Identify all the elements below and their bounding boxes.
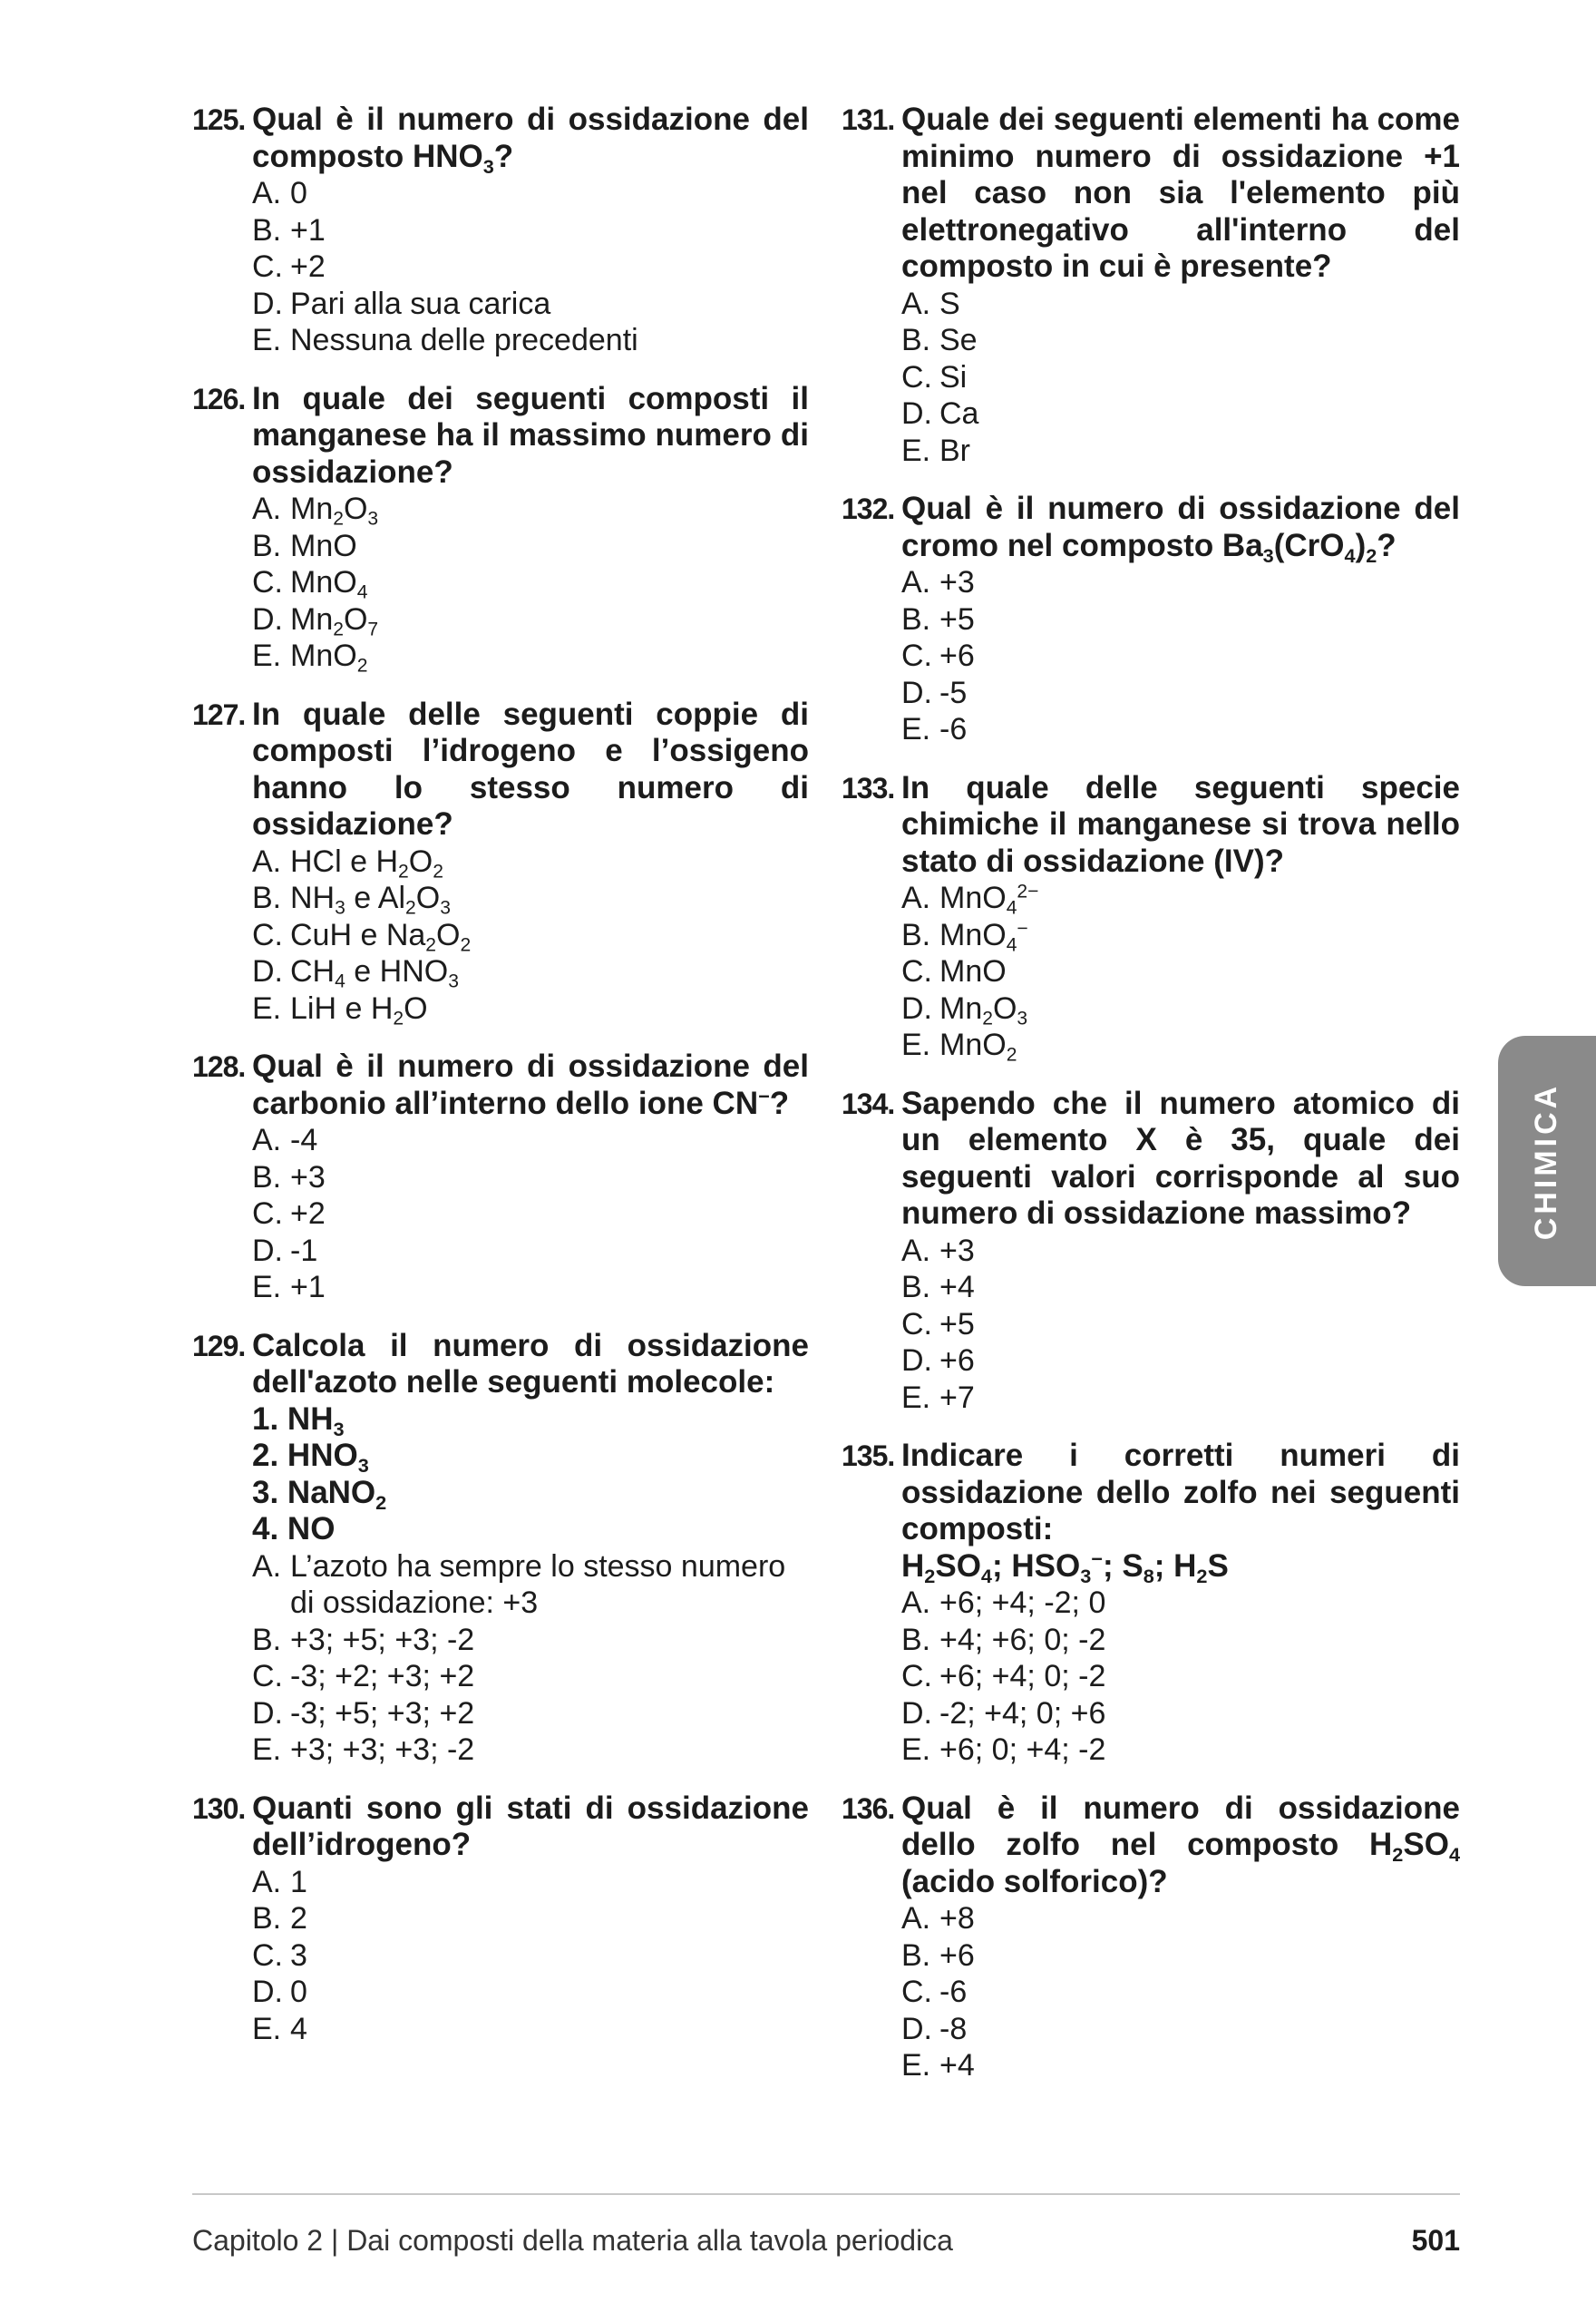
answer-option [901, 322, 1460, 359]
option-letter: A. [252, 1864, 282, 1899]
question-text: In quale dei seguenti composti il manganese ha il massimo numero di ossidazione? [252, 380, 809, 490]
option-text: $NH_3$ e $Al_2O_3$ [290, 881, 451, 919]
option-letter: B. [901, 1270, 931, 1304]
option-text: +4 [939, 1270, 975, 1304]
option-text: +6 [939, 639, 975, 673]
answer-option [901, 601, 1460, 639]
option-text: Pari alla sua carica [290, 286, 551, 321]
option-letter: B. [901, 1622, 931, 1657]
option-letter: A. [901, 881, 931, 915]
compound-item: 1. $NH_3$ [252, 1400, 345, 1440]
option-text: CuH e $Na_2O_2$ [290, 917, 472, 956]
option-text: +3 [939, 565, 975, 600]
answer-option [252, 1122, 809, 1159]
option-text: +5 [939, 1306, 975, 1341]
answer-option [252, 880, 809, 917]
option-text: +6 [939, 1343, 975, 1378]
option-text: Nessuna delle precedenti [290, 323, 638, 357]
option-letter: E. [252, 2011, 282, 2046]
option-letter: D. [901, 1695, 932, 1731]
footer-chapter-title: Capitolo 2 | Dai composti della materia alla tavola periodica [192, 2224, 953, 2257]
right-column [842, 102, 1460, 2106]
option-letter: B. [901, 323, 931, 357]
option-letter: C. [901, 639, 932, 673]
answer-option [252, 1269, 809, 1306]
option-text: Ca [939, 396, 979, 431]
option-text: S [939, 286, 960, 321]
answer-option [901, 395, 1460, 433]
option-letter: A. [252, 492, 282, 526]
option-letter: D. [252, 1695, 283, 1731]
option-text: Se [939, 323, 978, 357]
answer-option [901, 1900, 1460, 1937]
option-text: HCl e $H_2O_2$ [290, 844, 443, 883]
answer-options [901, 880, 1460, 1064]
option-letter: E. [901, 433, 931, 468]
answer-option [252, 249, 809, 286]
answer-options [252, 844, 809, 1028]
answer-option [252, 1658, 809, 1695]
question-block [842, 102, 1460, 469]
question-number: 134. [842, 1087, 895, 1120]
option-text: +6; +4; -2; 0 [939, 1585, 1106, 1620]
answer-option [901, 880, 1460, 917]
question-text: Sapendo che il numero atomico di un elemento X è 35, quale dei seguenti valori corrisponde al suo numero di ossidazione massimo? [901, 1085, 1460, 1231]
answer-option [252, 2011, 809, 2048]
answer-option [252, 917, 809, 954]
option-text: -1 [290, 1233, 318, 1268]
answer-option [901, 711, 1460, 748]
answer-option [901, 2011, 1460, 2048]
option-text: +4 [939, 2048, 975, 2083]
option-letter: C. [901, 954, 932, 989]
answer-option [901, 953, 1460, 990]
option-letter: B. [901, 601, 931, 637]
option-letter: A. [901, 286, 931, 321]
option-letter: E. [252, 990, 282, 1026]
question-number: 131. [842, 103, 895, 136]
answer-option [252, 1695, 809, 1732]
option-letter: D. [252, 601, 283, 637]
option-letter: D. [252, 1975, 283, 2009]
question-number: 128. [192, 1050, 246, 1083]
question-text: Qual è il numero di ossidazione dello zolfo nel composto $H_2SO_4$ (acido solforico)? [901, 1790, 1460, 1899]
compound-item: 4. NO [252, 1511, 336, 1546]
answer-option [252, 601, 809, 639]
option-text: MnO [290, 528, 357, 563]
option-text: -6 [939, 712, 968, 746]
option-text: +1 [290, 212, 326, 248]
option-letter: E. [901, 1380, 931, 1415]
question-block [842, 770, 1460, 1064]
answer-option [901, 1342, 1460, 1380]
answer-option [901, 1974, 1460, 2011]
answer-option [252, 1732, 809, 1769]
question-text: Indicare i corretti numeri di ossidazione dello zolfo nei seguenti composti: [901, 1438, 1460, 1546]
answer-option [901, 359, 1460, 396]
option-text: +6 [939, 1937, 975, 1973]
answer-options [901, 1233, 1460, 1417]
answer-options [901, 1900, 1460, 2084]
compound-item: $H_2SO_4$; $HSO_3^-$; $S_8$; $H_2S$ [901, 1546, 1229, 1587]
question-text: Qual è il numero di ossidazione del composto $HNO_3$? [252, 102, 809, 178]
option-letter: E. [901, 2048, 931, 2083]
section-tab [1498, 1036, 1596, 1286]
option-text: +8 [939, 1901, 975, 1936]
option-letter: C. [901, 1306, 932, 1341]
question-block [842, 1086, 1460, 1417]
option-letter: D. [901, 990, 932, 1026]
answer-option [252, 1233, 809, 1270]
answer-option [252, 1974, 809, 2011]
option-text: MnO$_4$ [290, 565, 368, 603]
answer-option [901, 1306, 1460, 1343]
question-block [192, 1049, 809, 1306]
option-letter: C. [901, 359, 932, 395]
option-letter: A. [901, 1233, 931, 1268]
option-text: 0 [290, 176, 307, 210]
answer-option [252, 1864, 809, 1901]
option-letter: C. [252, 917, 283, 952]
answer-option [252, 491, 809, 528]
option-text: +7 [939, 1380, 975, 1415]
compound-item: 3. NaNO$_2$ [252, 1474, 387, 1514]
option-letter: C. [252, 249, 283, 284]
answer-option [901, 1380, 1460, 1417]
answer-option [252, 1622, 809, 1659]
answer-option [252, 286, 809, 323]
option-text: $Mn_2O_7$ [290, 601, 379, 640]
answer-option [252, 1159, 809, 1196]
question-number: 130. [192, 1791, 246, 1825]
option-letter: B. [901, 1937, 931, 1973]
option-text: +6; +4; 0; -2 [939, 1659, 1106, 1693]
option-text: +3 [290, 1159, 326, 1195]
option-text: L’azoto ha sempre lo stesso numero di ossidazione: +3 [290, 1548, 786, 1620]
option-letter: A. [252, 1548, 282, 1584]
option-letter: E. [252, 1270, 282, 1304]
answer-options [252, 1548, 809, 1769]
option-text: MnO$_4^{2-}$ [939, 881, 1039, 919]
option-text: -3; +5; +3; +2 [290, 1695, 475, 1731]
answer-option [252, 844, 809, 881]
option-text: -8 [939, 2011, 968, 2046]
option-letter: B. [252, 881, 282, 915]
answer-options [252, 175, 809, 359]
option-letter: C. [252, 565, 283, 600]
option-text: MnO$_4$− [939, 917, 1028, 956]
compound-list [901, 1548, 1460, 1585]
answer-options [252, 491, 809, 675]
answer-options [252, 1864, 809, 2048]
compound-item: 2. $HNO_3$ [252, 1438, 369, 1477]
answer-option [901, 286, 1460, 323]
question-number: 135. [842, 1439, 895, 1472]
question-number: 127. [192, 698, 246, 731]
option-text: 3 [290, 1937, 307, 1973]
option-text: +2 [290, 1196, 326, 1231]
section-tab-label: CHIMICA [1529, 1082, 1564, 1240]
option-letter: C. [901, 1659, 932, 1693]
option-text: MnO$_2$ [939, 1028, 1017, 1066]
answer-option [252, 322, 809, 359]
question-number: 136. [842, 1791, 895, 1825]
option-letter: B. [252, 1901, 282, 1936]
answer-option [252, 1195, 809, 1233]
question-text: In quale delle seguenti coppie di composti l’idrogeno e l’ossigeno hanno lo stesso numero di ossidazione? [252, 696, 809, 842]
option-text: +4; +6; 0; -2 [939, 1622, 1106, 1657]
option-letter: E. [252, 1732, 282, 1767]
question-block [842, 1438, 1460, 1769]
option-letter: B. [252, 528, 282, 563]
option-text: +3; +3; +3; -2 [290, 1732, 475, 1767]
option-letter: A. [901, 1901, 931, 1936]
answer-option [901, 917, 1460, 954]
answer-option [252, 1900, 809, 1937]
left-column [192, 102, 809, 2069]
answer-options [901, 1585, 1460, 1769]
question-number: 125. [192, 103, 246, 136]
answer-option [901, 638, 1460, 675]
option-letter: E. [901, 1732, 931, 1767]
question-block [842, 491, 1460, 748]
answer-option [252, 212, 809, 249]
option-text: Br [939, 433, 970, 468]
option-letter: B. [252, 1622, 282, 1657]
option-letter: A. [252, 844, 282, 879]
question-block [192, 1790, 809, 2048]
question-text: Quale dei seguenti elementi ha come minimo numero di ossidazione +1 nel caso non sia l'elemento più elettronegativo all'interno del composto in cui è presente? [901, 102, 1460, 284]
answer-option [901, 1658, 1460, 1695]
question-text: Qual è il numero di ossidazione del cromo nel composto $Ba_3(CrO_4)_2$? [901, 491, 1460, 567]
option-text: LiH e $H_2O$ [290, 990, 428, 1029]
option-text: MnO$_2$ [290, 639, 368, 677]
option-letter: B. [252, 212, 282, 248]
question-text: Qual è il numero di ossidazione del carbonio all’interno dello ione CN−? [252, 1049, 809, 1121]
option-text: 1 [290, 1864, 307, 1899]
answer-option [901, 2047, 1460, 2084]
answer-options [901, 564, 1460, 748]
answer-option [252, 528, 809, 565]
answer-option [252, 564, 809, 601]
answer-option [901, 675, 1460, 712]
answer-option [901, 1585, 1460, 1622]
option-letter: D. [901, 675, 932, 710]
option-letter: A. [252, 176, 282, 210]
option-letter: A. [901, 1585, 931, 1620]
option-letter: C. [252, 1659, 283, 1693]
option-text: -4 [290, 1123, 318, 1157]
option-text: Si [939, 359, 968, 395]
answer-option [901, 1269, 1460, 1306]
question-text: In quale delle seguenti specie chimiche il manganese si trova nello stato di ossidazione (IV)? [901, 769, 1460, 879]
option-text: $CH_4$ e $HNO_3$ [290, 954, 459, 992]
option-text: 0 [290, 1975, 307, 2009]
option-letter: D. [901, 1343, 932, 1378]
answer-option [901, 564, 1460, 601]
answer-option [901, 990, 1460, 1028]
footer-divider [192, 2193, 1460, 2195]
answer-option [901, 1695, 1460, 1732]
option-letter: D. [901, 396, 932, 431]
question-block [192, 1328, 809, 1769]
option-letter: E. [901, 712, 931, 746]
option-text: +6; 0; +4; -2 [939, 1732, 1106, 1767]
answer-option [252, 1548, 809, 1622]
answer-option [252, 953, 809, 990]
answer-option [252, 638, 809, 675]
question-text: Quanti sono gli stati di ossidazione dell’idrogeno? [252, 1790, 809, 1862]
answer-option [252, 1937, 809, 1975]
option-text: $Mn_2O_3$ [290, 492, 379, 530]
question-number: 129. [192, 1329, 246, 1362]
question-number: 126. [192, 382, 246, 415]
answer-option [252, 990, 809, 1028]
page-number: 501 [1411, 2224, 1460, 2257]
option-text: -6 [939, 1975, 968, 2009]
option-letter: D. [901, 2011, 932, 2046]
option-letter: C. [252, 1937, 283, 1973]
option-text: 2 [290, 1901, 307, 1936]
option-letter: D. [252, 954, 283, 989]
answer-option [901, 1233, 1460, 1270]
answer-option [901, 1937, 1460, 1975]
question-text: Calcola il numero di ossidazione dell'azoto nelle seguenti molecole: [252, 1327, 809, 1400]
option-letter: E. [252, 323, 282, 357]
option-letter: E. [252, 639, 282, 673]
option-letter: D. [252, 1233, 283, 1268]
answer-options [252, 1122, 809, 1306]
question-block [192, 381, 809, 675]
answer-option [901, 1622, 1460, 1659]
option-text: +3 [939, 1233, 975, 1268]
option-letter: D. [252, 286, 283, 321]
option-text: +2 [290, 249, 326, 284]
answer-option [901, 433, 1460, 470]
option-text: +1 [290, 1270, 326, 1304]
option-text: -5 [939, 675, 968, 710]
option-letter: A. [252, 1123, 282, 1157]
option-letter: C. [901, 1975, 932, 2009]
question-block [192, 697, 809, 1028]
question-number: 132. [842, 493, 895, 525]
option-text: +5 [939, 601, 975, 637]
option-letter: A. [901, 565, 931, 600]
option-text: +3; +5; +3; -2 [290, 1622, 475, 1657]
option-text: 4 [290, 2011, 307, 2046]
option-letter: B. [901, 917, 931, 952]
option-text: -3; +2; +3; +2 [290, 1659, 475, 1693]
answer-option [252, 175, 809, 212]
compound-list [252, 1401, 809, 1548]
option-text: -2; +4; 0; +6 [939, 1695, 1106, 1731]
answer-options [901, 286, 1460, 470]
option-text: MnO [939, 954, 1007, 989]
answer-option [901, 1027, 1460, 1064]
answer-option [901, 1732, 1460, 1769]
question-block [842, 1790, 1460, 2084]
option-letter: B. [252, 1159, 282, 1195]
question-block [192, 102, 809, 359]
option-text: $Mn_2O_3$ [939, 990, 1028, 1029]
option-letter: E. [901, 1028, 931, 1062]
option-letter: C. [252, 1196, 283, 1231]
question-number: 133. [842, 771, 895, 805]
